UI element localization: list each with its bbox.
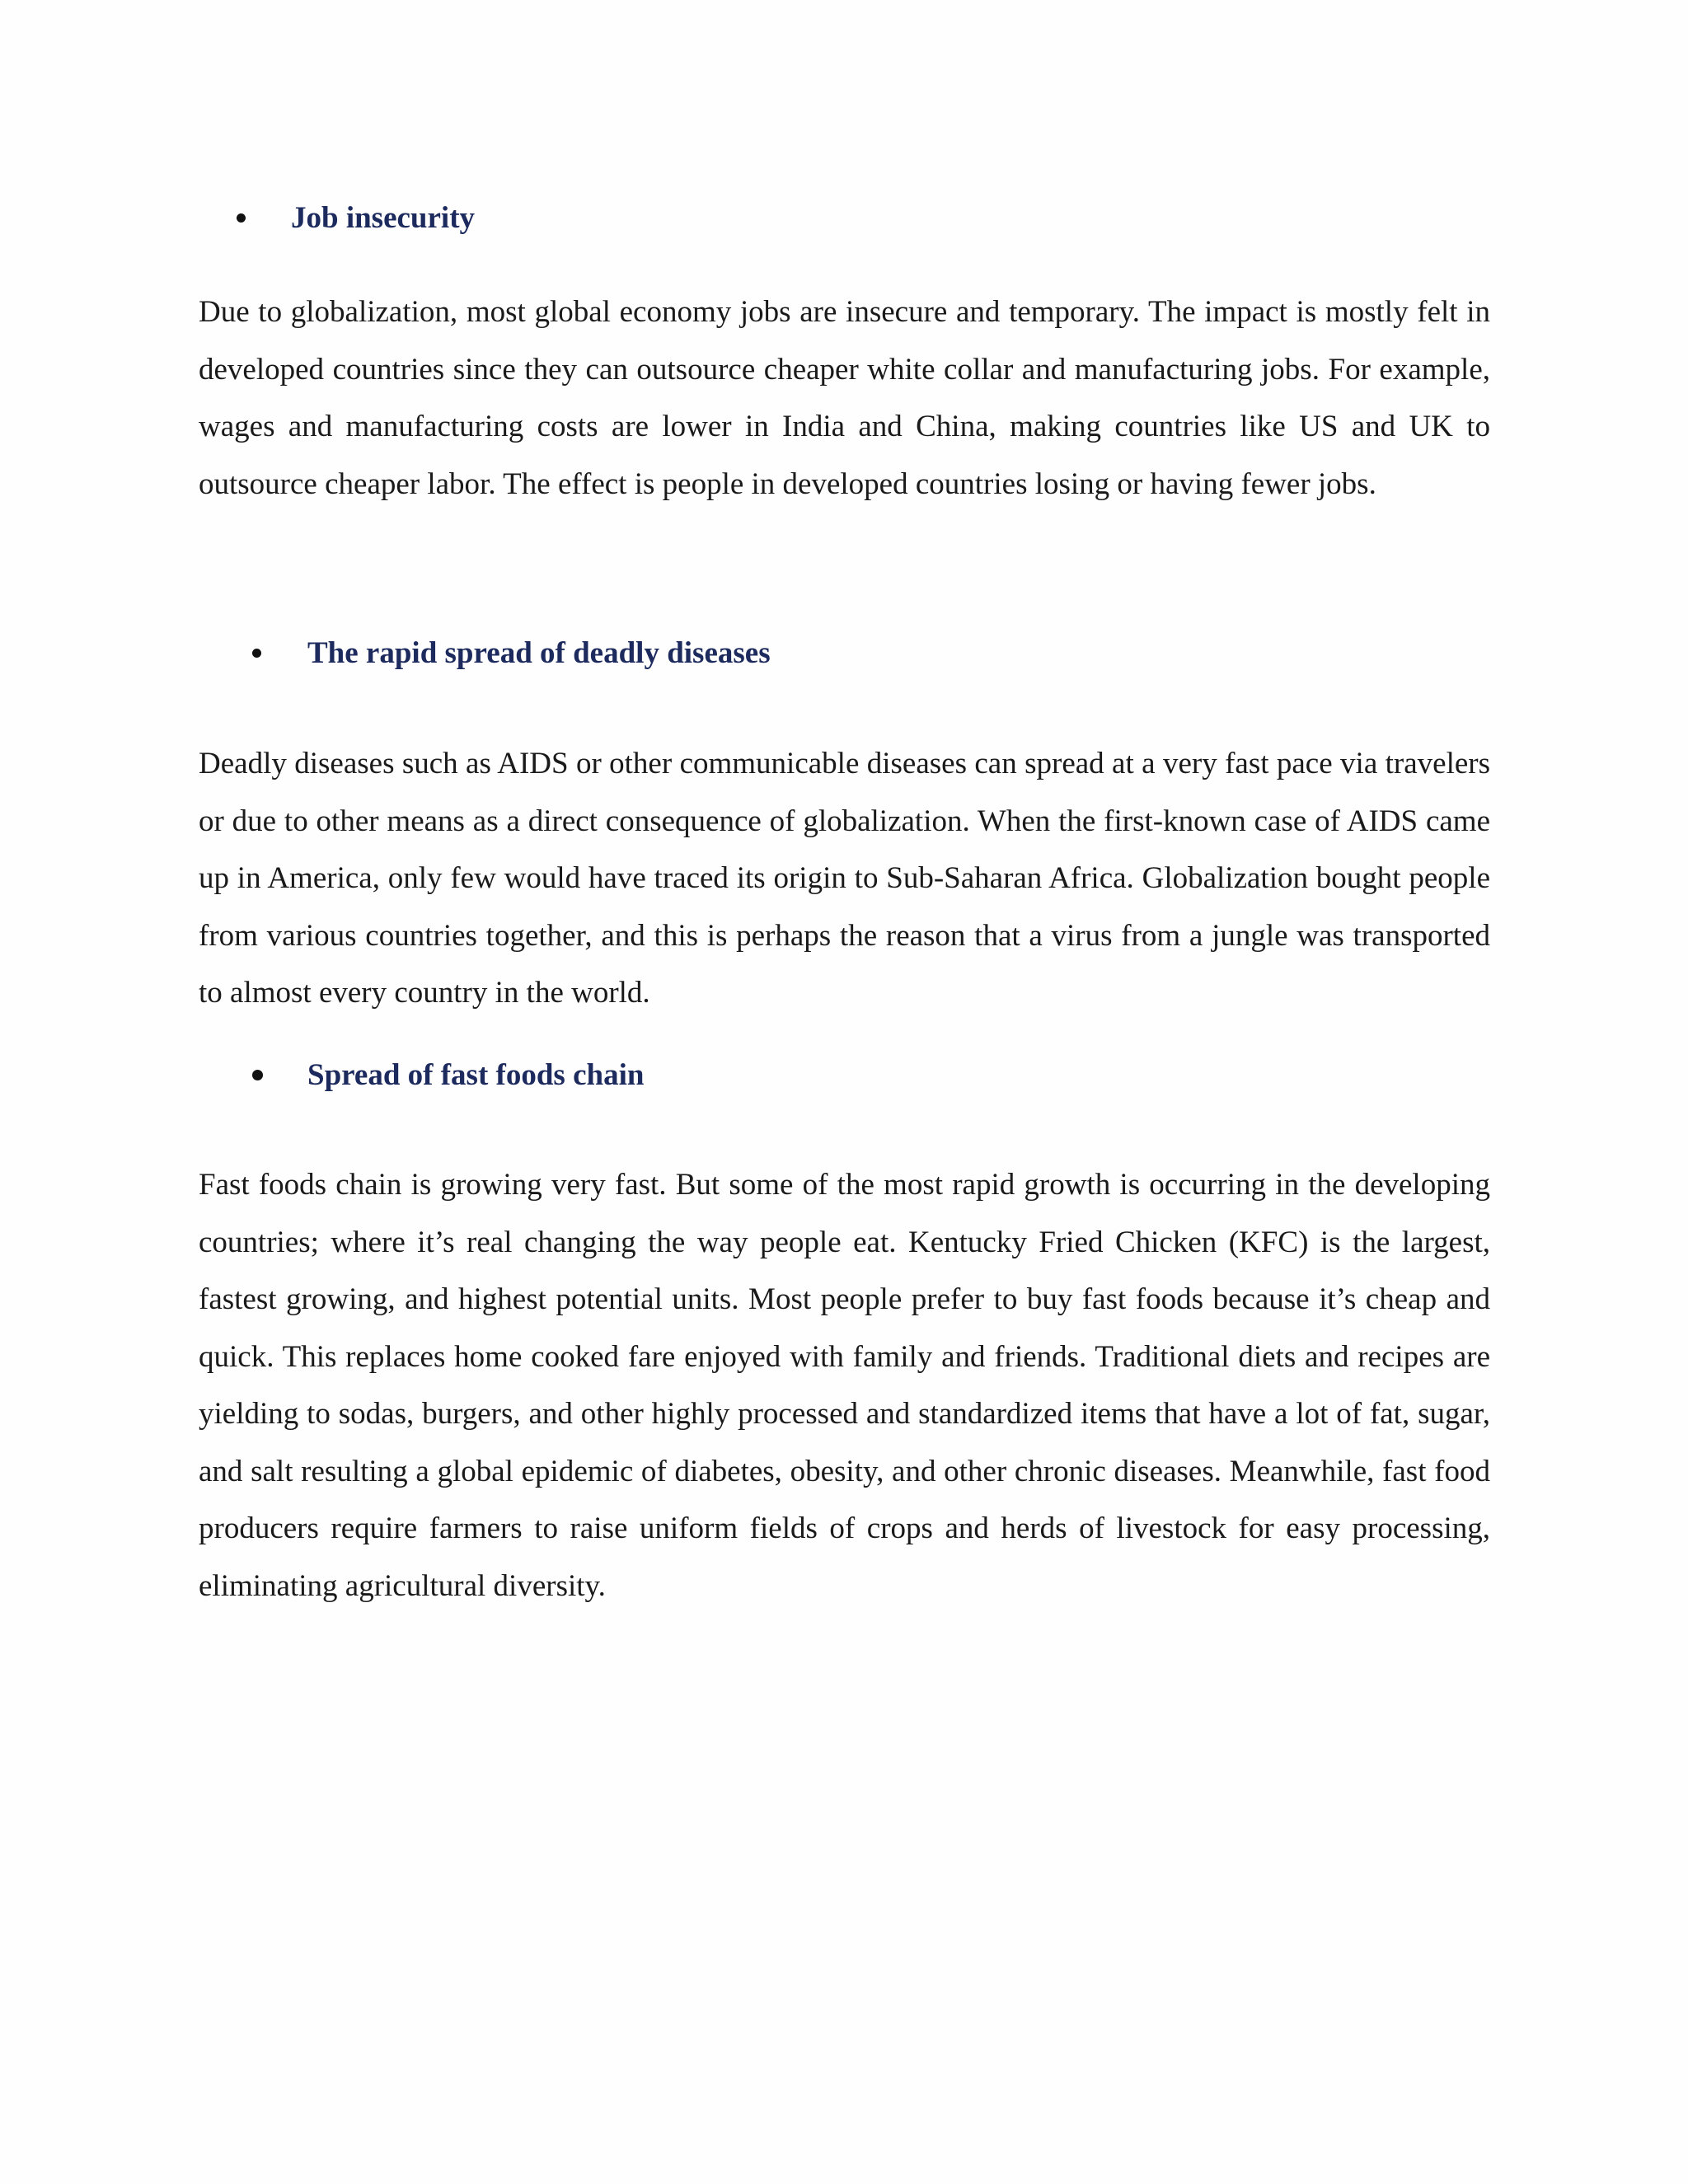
section-heading-job-insecurity bbox=[237, 193, 475, 242]
section-paragraph-deadly-diseases: Deadly diseases such as AIDS or other communicable diseases can spread at a very fast pace via travelers or due to other means as a direct consequence of globalization. When the first-known case of AIDS came up in America, only few would have traced its origin to Sub-Saharan Africa. Globalization bought people from various countries together, and this is perhaps the reason that a virus from a jungle was transported to almost every country in the world. bbox=[199, 747, 1490, 1010]
section-heading-fast-foods bbox=[252, 1050, 644, 1099]
section-heading-text: The rapid spread of deadly diseases bbox=[307, 635, 771, 670]
section-heading-text: Job insecurity bbox=[291, 200, 476, 235]
section-paragraph-fast-foods: Fast foods chain is growing very fast. But some of the most rapid growth is occurring in the developing countries; where it’s real changing the way people eat. Kentucky Fried Chicken (KFC) is the largest, fastest growing, and highest potential units. Most people prefer to buy fast foods because it’s cheap and quick. This replaces home cooked fare enjoyed with family and friends. Traditional diets and recipes are yielding to sodas, burgers, and other highly processed and standardized items that have a lot of fat, sugar, and salt resulting a global epidemic of diabetes, obesity, and other chronic diseases. Meanwhile, fast food producers require farmers to raise uniform fields of crops and herds of livestock for easy processing, eliminating agricultural diversity. bbox=[199, 1168, 1490, 1603]
bullet-icon bbox=[252, 649, 261, 658]
section-heading-deadly-diseases bbox=[252, 628, 771, 677]
bullet-icon bbox=[237, 213, 246, 223]
bullet-icon bbox=[252, 1070, 263, 1080]
section-heading-text: Spread of fast foods chain bbox=[307, 1057, 645, 1092]
section-paragraph-job-insecurity: Due to globalization, most global economy jobs are insecure and temporary. The impact is mostly felt in developed countries since they can outsource cheaper white collar and manufacturing jobs. For example, wages and manufacturing costs are lower in India and China, making countries like US and UK to outsource cheaper labor. The effect is people in developed countries losing or having fewer jobs. bbox=[199, 295, 1490, 501]
